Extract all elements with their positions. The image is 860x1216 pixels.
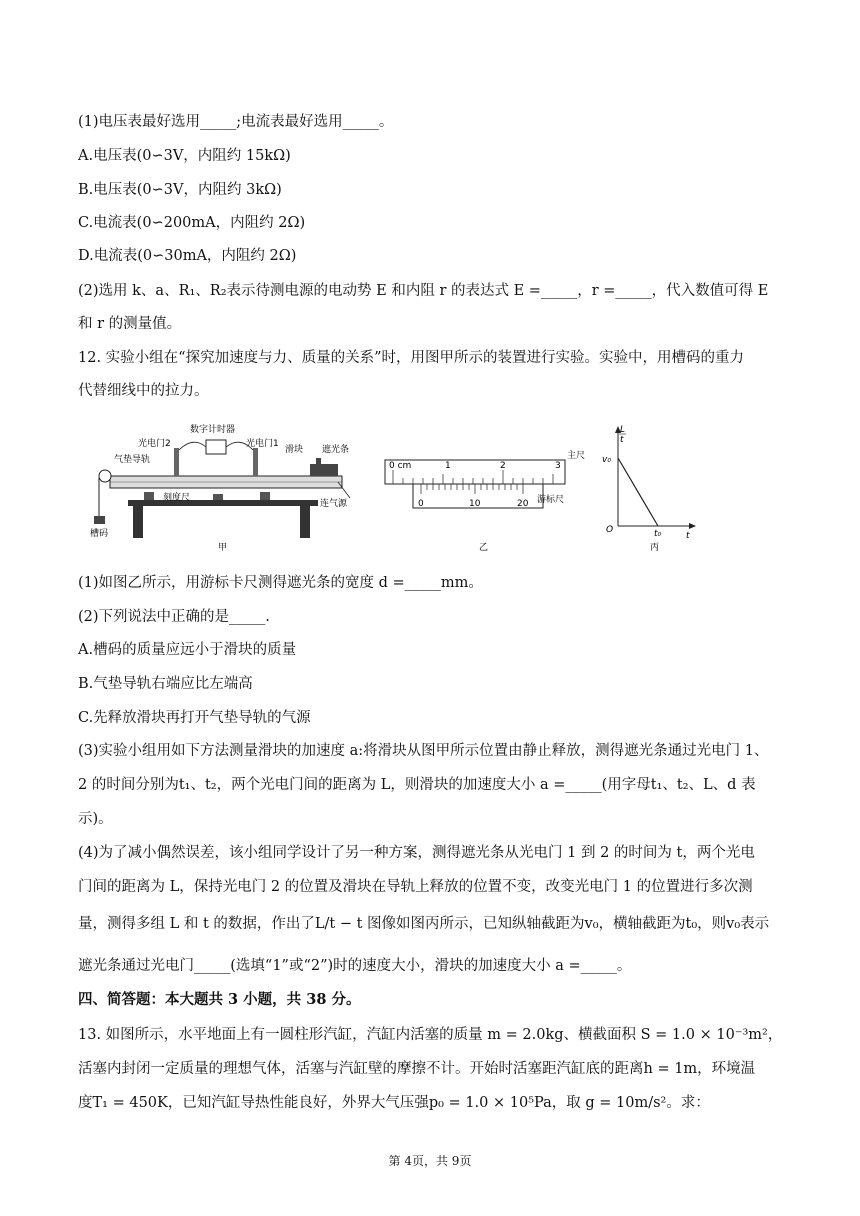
main-scale-2: 2 [500,461,506,471]
origin: O [606,525,614,535]
main-scale-0: 0 cm [389,461,412,471]
option-d-ammeter: D.电流表(0∽30mA，内阻约 2Ω) [78,248,297,264]
label-gate2: 光电门2 [138,439,171,449]
vernier-10: 10 [469,499,481,509]
vernier-0: 0 [418,499,424,509]
q12-part3-end: 示)。 [78,811,113,827]
label-strip: 遮光条 [322,445,350,455]
label-gate1: 光电门1 [246,439,279,449]
label-air: 连气源 [320,499,348,509]
main-scale-label: 主尺 [567,451,586,461]
x-intercept: t₀ [654,529,662,539]
q12-part3: (3)实验小组用如下方法测量滑块的加速度 a:将滑块从图甲所示位置由静止释放，测得遮光条通过光电门 1、 [78,743,769,759]
label-timer: 数字计时器 [190,425,236,435]
q11-part1: (1)电压表最好选用_____;电流表最好选用_____。 [78,114,394,130]
main-scale-1: 1 [445,461,451,471]
q12-part1: (1)如图乙所示，用游标卡尺测得遮光条的宽度 d =_____mm。 [78,575,483,591]
y-intercept: v₀ [602,455,611,465]
q12-part4-cont2: 量，测得多组 L 和 t 的数据，作出了L/t − t 图像如图丙所示，已知纵轴截距为v₀，横轴截距为t₀，则v₀表示 [78,916,770,932]
q12-part4-cont1: 门间的距离为 L，保持光电门 2 的位置及滑块在导轨上释放的位置不变，改变光电门 1 的位置进行多次测 [78,879,753,895]
x-label: t [686,531,690,541]
label-slider: 滑块 [285,445,304,455]
q11-part2: (2)选用 k、a、R₁、R₂表示待测电源的电动势 E 和内阻 r 的表达式 E =_____，r =_____，代入数值可得 E [78,283,769,299]
option-b: B.气垫导轨右端应比左端高 [78,676,253,692]
label-ruler: 刻度尺 [163,493,191,503]
main-scale-3: 3 [555,461,561,471]
q12-part3-cont: 2 的时间分别为t₁、t₂，两个光电门间的距离为 L，则滑块的加速度大小 a =_____(用字母t₁、t₂、L、d 表 [78,777,756,793]
q13-stem: 13. 如图所示，水平地面上有一圆柱形汽缸，汽缸内活塞的质量 m = 2.0kg、横截面积 S = 1.0 × 10⁻³m²， [78,1027,783,1043]
figure-bing [598,418,698,554]
section-heading: 四、简答题：本大题共 3 小题，共 38 分。 [78,991,361,1008]
q12-stem-cont: 代替细线中的拉力。 [78,383,209,399]
y-label-den: t [620,435,624,445]
q12-part4: (4)为了减小偶然误差，该小组同学设计了另一种方案，测得遮光条从光电门 1 到 2 的时间为 t，两个光电 [78,845,755,861]
option-a: A.槽码的质量应远小于滑块的质量 [78,642,297,658]
caption-jia: 甲 [218,543,228,553]
caption-bing: 丙 [650,543,660,553]
option-c-ammeter: C.电流表(0∽200mA，内阻约 2Ω) [78,215,306,231]
y-label-num: L [620,425,626,435]
figure-jia [88,418,358,554]
q12-part4-cont3: 遮光条通过光电门_____(选填“1”或“2”)时的速度大小，滑块的加速度大小 a =_____。 [78,958,632,974]
q12-part2: (2)下列说法中正确的是_____. [78,609,270,625]
q13-stem-cont1: 活塞内封闭一定质量的理想气体，活塞与汽缸壁的摩擦不计。开始时活塞距汽缸底的距离h = 1m，环境温 [78,1061,756,1077]
vernier-label: 游标尺 [537,495,565,505]
label-weight: 槽码 [90,529,109,539]
option-b-voltmeter: B.电压表(0∽3V，内阻约 3kΩ) [78,182,282,198]
q13-stem-cont2: 度T₁ = 450K，已知汽缸导热性能良好，外界大气压强p₀ = 1.0 × 10⁵Pa，取 g = 10m/s²。求： [78,1095,710,1111]
vernier-20: 20 [517,499,529,509]
q11-part2-cont: 和 r 的测量值。 [78,316,182,332]
figure-yi [383,418,598,554]
label-rail: 气垫导轨 [114,455,151,465]
page-footer: 第 4页，共 9页 [388,1154,472,1168]
option-a-voltmeter: A.电压表(0∽3V，内阻约 15kΩ) [78,148,291,164]
caption-yi: 乙 [479,543,489,553]
option-c: C.先释放滑块再打开气垫导轨的气源 [78,710,311,726]
q12-stem: 12. 实验小组在“探究加速度与力、质量的关系”时，用图甲所示的装置进行实验。实验中，用槽码的重力 [78,350,744,366]
